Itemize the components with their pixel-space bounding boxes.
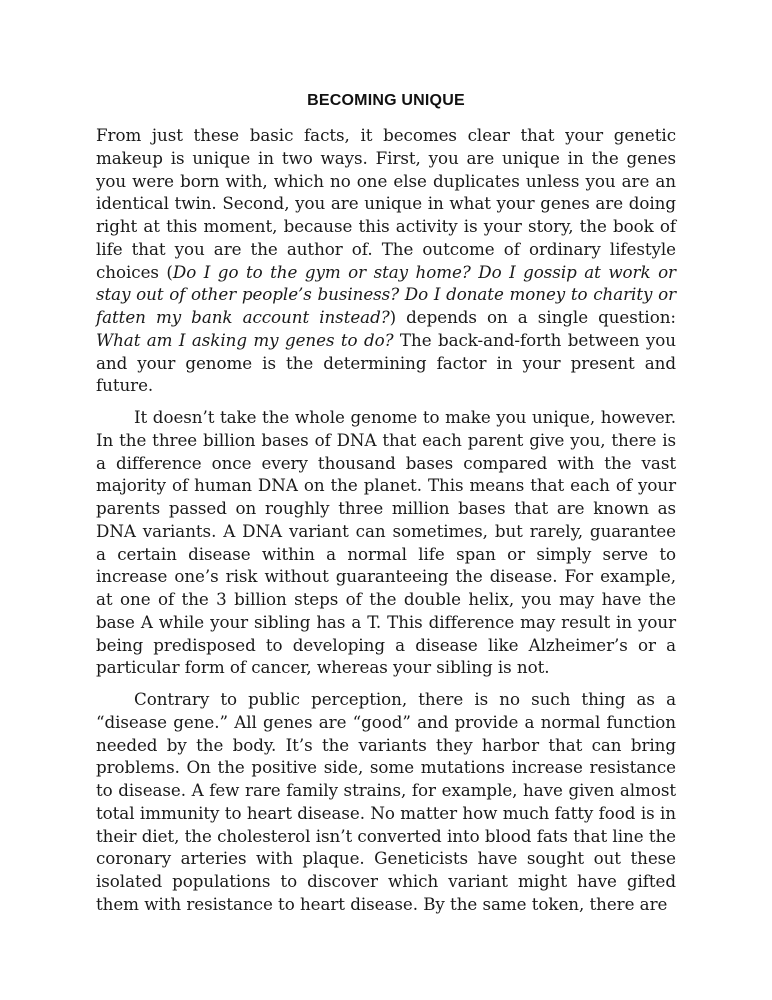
paragraph-1-italic-question: What am I asking my genes to do?	[96, 329, 394, 350]
document-page	[96, 92, 676, 925]
paragraph-1-italic-questions: Do I go to the gym or stay home? Do I gossip at work or stay out of other people’s business? Do I donate money to charity or fatten my bank account instead?	[96, 261, 676, 327]
paragraph-1-text: From just these basic facts, it becomes clear that your genetic makeup is unique in two ways. First, you are unique in the genes you were born with, which no one else duplicates unless you are an identical twin. Second, you are unique in what your genes are doing right at this moment, because this activity is your story, the book of life that you are the author of. The outcome of ordinary lifestyle choices (	[96, 125, 676, 282]
paragraph-1-text: ) depends on a single question:	[389, 307, 676, 327]
paragraph-2	[96, 406, 676, 679]
paragraph-2-text: It doesn’t take the whole genome to make you unique, however. In the three billion bases of DNA that each parent give you, there is a difference once every thousand bases compared with the vast majority of human DNA on the planet. This means that each of your parents passed on roughly three million bases that are known as DNA variants. A DNA variant can sometimes, but rarely, guarantee a certain disease within a normal life span or simply serve to increase one’s risk without guaranteeing the disease. For example, at one of the 3 billion steps of the double helix, you may have the base A while your sibling has a T. This difference may result in your being predisposed to developing a disease like Alzheimer’s or a particular form of cancer, whereas your sibling is not.	[96, 407, 676, 678]
paragraph-1	[96, 124, 676, 397]
paragraph-3-text: Contrary to public perception, there is no such thing as a “disease gene.” All genes are “good” and provide a normal function needed by the body. It’s the variants they harbor that can bring problems. On the positive side, some mutations increase resistance to disease. A few rare family strains, for example, have given almost total immunity to heart disease. No matter how much fatty food is in their diet, the cholesterol isn’t converted into blood fats that line the coronary arteries with plaque. Geneticists have sought out these isolated populations to discover which variant might have gifted them with resistance to heart disease. By the same token, there are	[96, 689, 676, 914]
paragraph-1-text: The back-and-forth between you and your genome is the determining factor in your present and future.	[96, 329, 676, 396]
paragraph-3	[96, 688, 676, 916]
page-title: BECOMING UNIQUE	[307, 92, 465, 109]
